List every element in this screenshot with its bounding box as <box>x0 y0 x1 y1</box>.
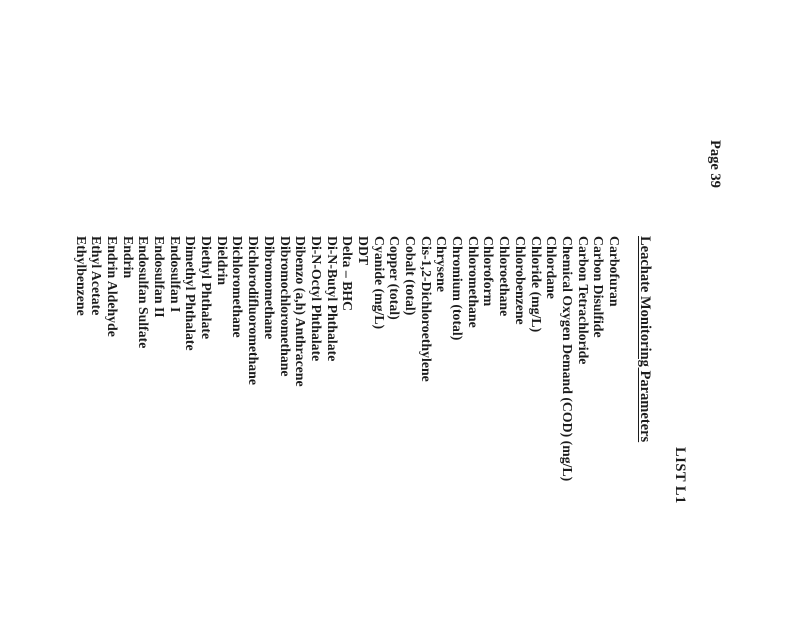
parameter-item: Chloride (mg/L) <box>528 236 544 333</box>
parameter-item: Chloroform <box>481 236 497 307</box>
parameter-item: Carbon Tetrachloride <box>575 236 591 365</box>
parameter-item: Cyanide (mg/L) <box>371 236 387 330</box>
parameter-item: Chemical Oxygen Demand (COD) (mg/L) <box>559 236 575 482</box>
parameter-item: Carbofuran <box>607 236 622 307</box>
parameter-item: Carbon Disulfide <box>591 236 607 338</box>
parameter-item: Delta – BHC <box>340 236 356 312</box>
page-number: Page 39 <box>707 140 723 188</box>
parameter-item: Dichlorodifluoromethane <box>246 236 262 385</box>
list-identifier: LIST L1 <box>672 447 688 504</box>
parameter-item: Ethylbenzene <box>73 236 89 316</box>
parameter-item: Dibromochloromethane <box>277 236 293 377</box>
parameter-item: Di-N-Butyl Phthalate <box>324 236 340 362</box>
document-title: Leachate Monitoring Parameters <box>637 236 653 443</box>
parameter-item: Chrysene <box>434 236 450 292</box>
parameter-item: Dimethyl Phthalate <box>183 236 199 351</box>
parameter-item: Endosulfan I <box>167 236 183 313</box>
parameter-item: Endrin <box>120 236 136 279</box>
parameter-item: Copper (total) <box>387 236 403 320</box>
parameter-item: Chlorobenzene <box>512 236 528 325</box>
parameter-item: Chloroethane <box>497 236 513 317</box>
parameter-item: Cobalt (total) <box>403 236 419 316</box>
parameter-item: Chloromethane <box>465 236 481 328</box>
parameter-item: DDT <box>356 236 371 266</box>
parameter-item: Chromium (total) <box>450 236 466 341</box>
parameter-item: Chlordane <box>544 236 560 299</box>
parameter-item: Dichloromethane <box>230 236 246 338</box>
parameter-item: Diethyl Phthalate <box>199 236 215 340</box>
parameter-list <box>73 236 622 481</box>
parameter-item: Dibromomethane <box>261 236 277 340</box>
parameter-item: Di-N-Octyl Phthalate <box>308 236 324 362</box>
parameter-item: Cis-1,2-Dichloroethylene <box>418 236 434 382</box>
parameter-item: Dibenzo (a,h) Anthracene <box>293 236 309 387</box>
parameter-item: Dieldrin <box>214 236 230 286</box>
parameter-item: Endrin Aldehyde <box>105 236 120 337</box>
parameter-item: Endosulfan II <box>152 236 168 318</box>
parameter-item: Ethyl Acetate <box>89 236 105 316</box>
parameter-item: Endosulfan Sulfate <box>136 236 152 349</box>
